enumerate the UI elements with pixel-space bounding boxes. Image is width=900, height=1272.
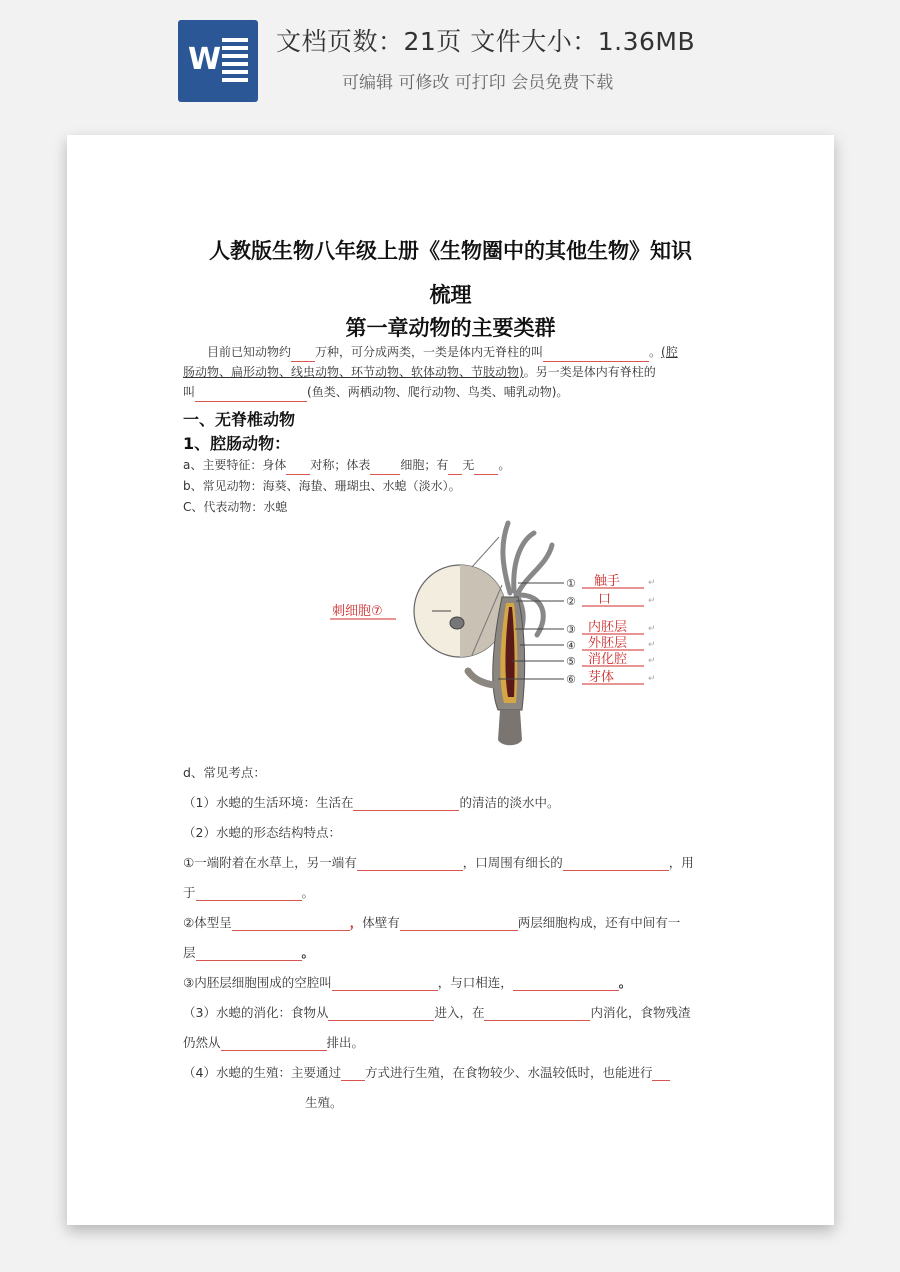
q2-2-text-a: ②体型呈 [183,915,232,930]
representative-animal: C、代表动物：水螅 [183,500,288,514]
question-1 [183,793,559,811]
document-page [67,135,834,1225]
blank [357,856,463,871]
intro-text-c: 。 [649,345,662,359]
q2-1-text-c: ，用 [668,855,694,870]
blank [196,946,302,961]
q2-3-text-c: 。 [618,975,632,990]
q2-3-text-a: ③内胚层细胞围成的空腔叫 [183,975,332,990]
intro-text-g: 叫 [183,385,196,399]
q2-3-text-b: ，与口相连， [437,975,513,990]
diagram-num-4: ④ [566,639,576,652]
hydra-base [498,710,522,745]
blank [400,916,518,931]
subsection-heading: 1、腔肠动物： [183,434,291,453]
diagram-num-2: ② [566,595,576,608]
q2-1-text-a: ①一端附着在水草上，另一端有 [183,855,357,870]
doc-title-line2: 梳理 [429,283,472,307]
diagram-num-1: ① [566,577,576,590]
q2-2-text-d: 两层细胞构成，还有中间有一 [517,915,681,930]
question-2-2-line2 [183,943,314,961]
diagram-num-3: ③ [566,623,576,636]
blank [543,347,649,362]
question-3-line2 [183,1033,364,1051]
intro-text-a: 目前已知动物约 [207,345,292,359]
q3-text-a: （3）水螅的消化：食物从 [183,1005,329,1020]
blank [291,347,315,362]
blank [474,460,498,475]
return-mark: ↵ [648,640,656,650]
blank [513,976,619,991]
blank [232,916,350,931]
q2-2-text-c: 体壁有 [362,915,400,930]
q2-2-text-b: ， [349,915,363,930]
question-2: （2）水螅的形态结构特点： [183,825,341,840]
q3-text-c: 内消化，食物残渣 [590,1005,691,1020]
label-endoderm: 内胚层 [588,620,628,635]
file-features: 可编辑 可修改 可打印 会员免费下载 [342,73,614,93]
feature-text-d: 无 [462,458,475,472]
header-banner [0,0,900,120]
q1-text-a: （1）水螅的生活环境：生活在 [183,795,354,810]
label-ectoderm: 外胚层 [588,636,628,651]
feature-text-c: 细胞；有 [400,458,449,472]
diagram-num-5: ⑤ [566,655,576,668]
exam-points-title: d、常见考点： [183,765,266,780]
nematocyst-shape [450,617,464,629]
q1-text-b: 的清洁的淡水中。 [459,795,560,810]
blank [195,387,307,402]
label-nematocyst: 刺细胞⑦ [332,604,383,619]
feature-text-e: 。 [498,458,511,472]
label-digestive-cavity: 消化腔 [588,652,628,667]
intro-text-h: (鱼类、两栖动物、爬行动物、鸟类、哺乳动物)。 [307,385,569,399]
return-mark: ↵ [648,578,656,588]
q3-text-e: 排出。 [326,1035,365,1050]
q2-2-text-e: 层 [183,945,196,960]
question-2-1-line2 [183,883,314,901]
question-2-3 [183,973,631,991]
q3-text-d: 仍然从 [183,1035,221,1050]
question-4-line1 [183,1063,670,1081]
doc-title-line1: 人教版生物八年级上册《生物圈中的其他生物》知识 [209,239,692,263]
intro-text-b: 万种，可分成两类，一类是体内无脊柱的叫 [315,345,544,359]
common-animals: b、常见动物：海葵、海蛰、珊瑚虫、水螅（淡水）。 [183,479,461,493]
return-mark: ↵ [648,624,656,634]
label-tentacle: 触手 [594,574,621,589]
question-2-2-line1 [183,913,680,931]
return-mark: ↵ [648,656,656,666]
q2-1-text-d: 于 [183,885,196,900]
blank [221,1036,327,1051]
intro-text-e: 肠动物、扁形动物、线虫动物、环节动物、软体动物、节肢动物) [183,365,524,379]
feature-line [183,455,718,475]
question-4-line2: 生殖。 [305,1095,343,1110]
intro-text-f: 。另一类是体内有脊柱的 [523,365,656,379]
q2-1-text-e: 。 [301,885,315,900]
feature-text-b: 对称；体表 [310,458,371,472]
blank [353,796,459,811]
section-heading: 一、无脊椎动物 [183,410,296,429]
diagram-num-6: ⑥ [566,673,576,686]
word-document-icon: W [178,20,258,102]
q4-text-b: 方式进行生殖，在食物较少、水温较低时，也能进行 [364,1065,653,1080]
question-2-1-line1 [183,853,694,871]
zoom-line [472,537,499,567]
q2-1-text-b: ，口周围有细长的 [462,855,563,870]
blank [196,886,302,901]
blank [332,976,438,991]
return-mark: ↵ [648,596,656,606]
q3-text-b: 进入，在 [434,1005,485,1020]
blank [341,1066,365,1081]
intro-text-d: (腔 [661,345,678,359]
blank [563,856,669,871]
blank [448,460,462,475]
intro-paragraph [183,342,718,402]
blank [370,460,400,475]
blank [328,1006,434,1021]
feature-text-a: a、主要特征：身体 [183,458,287,472]
question-3-line1 [183,1003,691,1021]
label-mouth: 口 [598,592,612,607]
q4-text-a: （4）水螅的生殖：主要通过 [183,1065,341,1080]
blank [652,1066,670,1081]
hydra-bud [468,671,494,685]
q2-2-text-f: 。 [301,945,315,960]
chapter-title: 第一章动物的主要类群 [345,316,556,340]
return-mark: ↵ [648,674,656,684]
label-bud: 芽体 [588,670,615,685]
blank [286,460,310,475]
hydra-diagram [312,515,672,755]
file-info-title: 文档页数：21页 文件大小：1.36MB [276,27,696,56]
blank [484,1006,590,1021]
